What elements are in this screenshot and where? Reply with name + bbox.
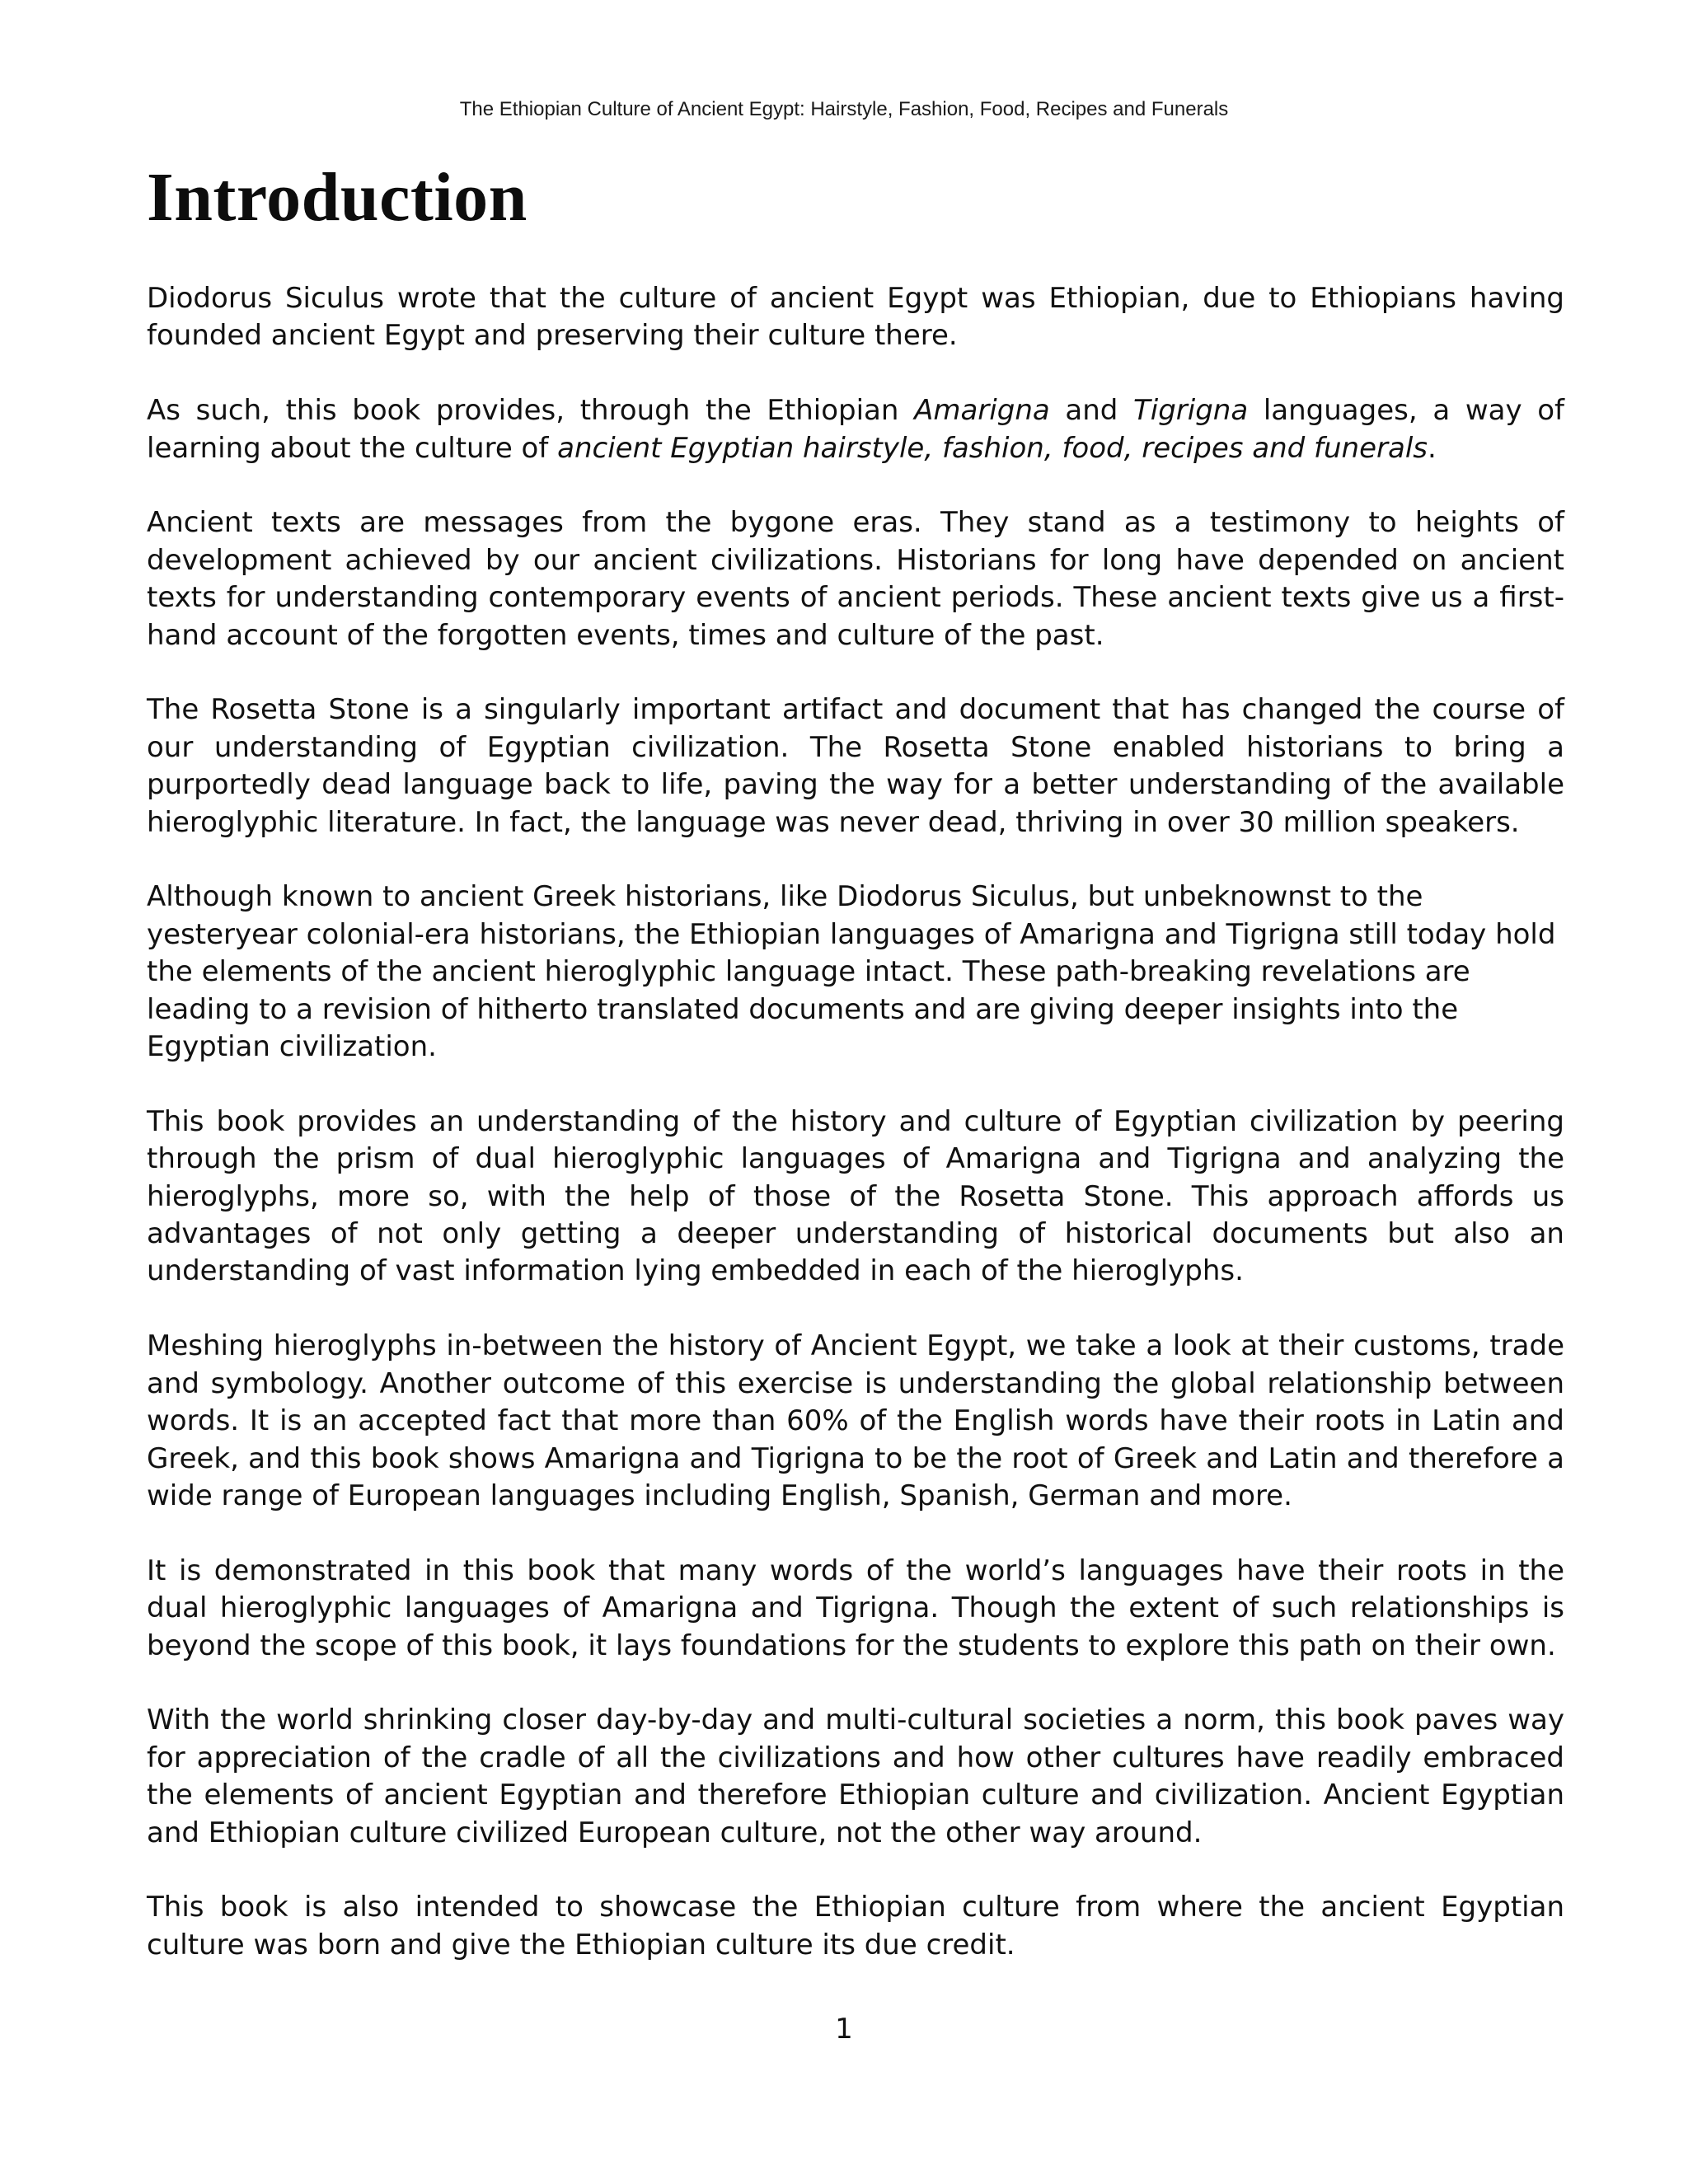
running-header: The Ethiopian Culture of Ancient Egypt: Hairstyle, Fashion, Food, Recipes and Funerals: [459, 98, 1229, 120]
paragraph-6: This book provides an understanding of the history and culture of Egyptian civilization by peering through the prism of dual hieroglyphic languages of Amarigna and Tigrigna and analyzing the hieroglyphs, more so, with the help of those of the Rosetta Stone. This approach affords us advantages of not only getting a deeper understanding of historical documents but also an understanding of vast information lying embedded in each of the hieroglyphs.: [147, 1104, 1564, 1288]
paragraph-2-text-3: languages, a way of learning about the culture of: [147, 394, 1565, 465]
paragraph-2-italic-amarigna: Amarigna: [914, 394, 1050, 428]
page-number: 1: [835, 2013, 853, 2046]
paragraph-5: Although known to ancient Greek historians, like Diodorus Siculus, but unbeknownst to the yesteryear colonial-era historians, the Ethiopian languages of Amarigna and Tigrigna still today hold the elements of the ancient hieroglyphic language intact. These path-breaking revelations are leading to a revision of hitherto translated documents and are giving deeper insights into the Egyptian civilization.: [147, 880, 1556, 1064]
paragraph-8: It is demonstrated in this book that many words of the world’s languages have their roots in the dual hieroglyphic languages of Amarigna and Tigrigna. Though the extent of such relationships is beyond the scope of this book, it lays foundations for the students to explore this path on their own.: [147, 1554, 1564, 1662]
paragraph-3: Ancient texts are messages from the bygone eras. They stand as a testimony to heights of development achieved by our ancient civilizations. Historians for long have depended on ancient texts for understanding contemporary events of ancient periods. These ancient texts give us a first-hand account of the forgotten events, times and culture of the past.: [147, 506, 1564, 652]
paragraph-2-text-4: .: [1428, 431, 1437, 465]
paragraph-2-text-1: As such, this book provides, through the Ethiopian: [147, 394, 915, 428]
paragraph-4: The Rosetta Stone is a singularly important artifact and document that has changed the course of our understanding of Egyptian civilization. The Rosetta Stone enabled historians to bring a purportedly dead language back to life, paving the way for a better understanding of the available hieroglyphic literature. In fact, the language was never dead, thriving in over 30 million speakers.: [147, 693, 1564, 839]
paragraph-1: Diodorus Siculus wrote that the culture of ancient Egypt was Ethiopian, due to Ethiopians having founded ancient Egypt and preserving their culture there.: [147, 282, 1564, 353]
paragraph-9: With the world shrinking closer day-by-day and multi-cultural societies a norm, this book paves way for appreciation of the cradle of all the civilizations and how other cultures have readily embraced the elements of ancient Egyptian and therefore Ethiopian culture and civilization. Ancient Egyptian and Ethiopian culture civilized European culture, not the other way around.: [147, 1704, 1564, 1849]
paragraph-2-italic-tigrigna: Tigrigna: [1133, 394, 1249, 428]
body-text: [147, 280, 1564, 2002]
paragraph-10: This book is also intended to showcase the Ethiopian culture from where the ancient Egyptian culture was born and give the Ethiopian culture its due credit.: [147, 1891, 1564, 1961]
paragraph-2: [147, 392, 1564, 467]
paragraph-2-text-2: and: [1049, 394, 1133, 428]
paragraph-7: Meshing hieroglyphs in-between the history of Ancient Egypt, we take a look at their customs, trade and symbology. Another outcome of this exercise is understanding the global relationship between words. It is an accepted fact that more than 60% of the English words have their roots in Latin and Greek, and this book shows Amarigna and Tigrigna to be the root of Greek and Latin and therefore a wide range of European languages including English, Spanish, German and more.: [147, 1329, 1564, 1512]
paragraph-2-italic-topics: ancient Egyptian hairstyle, fashion, food, recipes and funerals: [557, 431, 1428, 465]
chapter-title: Introduction: [147, 159, 528, 236]
